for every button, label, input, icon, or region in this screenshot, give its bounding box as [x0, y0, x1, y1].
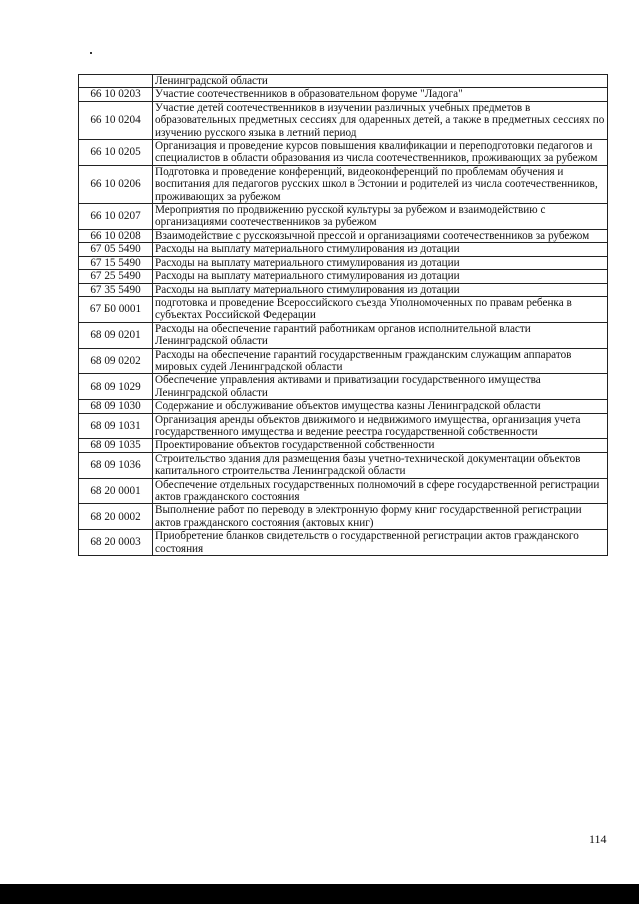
table-row	[79, 229, 608, 242]
description-cell: Организация аренды объектов движимого и недвижимого имущества, организация учета государственного имущества и ведение реестра государственной собственности	[153, 413, 608, 439]
table-row	[79, 204, 608, 230]
description-cell: Содержание и обслуживание объектов имущества казны Ленинградской области	[153, 400, 608, 413]
description-cell: Организация и проведение курсов повышения квалификации и переподготовки педагогов и специалистов в области образования из числа соотечественников, проживающих за рубежом	[153, 140, 608, 166]
description-cell: Расходы на выплату материального стимулирования из дотации	[153, 283, 608, 296]
code-cell: 67 Б0 0001	[79, 296, 153, 322]
table-row	[79, 322, 608, 348]
table-row	[79, 296, 608, 322]
table-row	[79, 530, 608, 556]
scan-edge-bar	[0, 884, 639, 904]
description-cell: Расходы на обеспечение гарантий государственным гражданским служащим аппаратов мировых судей Ленинградской области	[153, 348, 608, 374]
code-cell: 68 09 1030	[79, 400, 153, 413]
table-row	[79, 348, 608, 374]
description-cell: Выполнение работ по переводу в электронную форму книг государственной регистрации актов гражданского состояния (актовых книг)	[153, 504, 608, 530]
code-cell: 66 10 0206	[79, 165, 153, 203]
code-cell: 68 20 0001	[79, 478, 153, 504]
description-cell: подготовка и проведение Всероссийского съезда Уполномоченных по правам ребенка в субъектах Российской Федерации	[153, 296, 608, 322]
table-row	[79, 88, 608, 101]
code-cell: 68 20 0002	[79, 504, 153, 530]
code-cell: 68 09 1029	[79, 374, 153, 400]
code-cell: 66 10 0204	[79, 101, 153, 139]
description-cell: Обеспечение управления активами и приватизации государственного имущества Ленинградской области	[153, 374, 608, 400]
code-cell: 66 10 0207	[79, 204, 153, 230]
description-cell: Приобретение бланков свидетельств о государственной регистрации актов гражданского состояния	[153, 530, 608, 556]
table-row	[79, 75, 608, 88]
description-cell: Расходы на выплату материального стимулирования из дотации	[153, 256, 608, 269]
table-row	[79, 400, 608, 413]
code-cell: 66 10 0208	[79, 229, 153, 242]
scan-speck	[90, 52, 92, 54]
description-cell: Расходы на обеспечение гарантий работникам органов исполнительной власти Ленинградской области	[153, 322, 608, 348]
code-cell	[79, 75, 153, 88]
budget-code-table	[78, 74, 608, 556]
description-cell: Строительство здания для размещения базы учетно-технической документации объектов капитального строительства Ленинградской области	[153, 452, 608, 478]
code-cell: 68 09 1035	[79, 439, 153, 452]
code-cell: 68 20 0003	[79, 530, 153, 556]
table-row	[79, 270, 608, 283]
table-row	[79, 413, 608, 439]
code-cell: 68 09 0201	[79, 322, 153, 348]
table-row	[79, 439, 608, 452]
code-cell: 68 09 0202	[79, 348, 153, 374]
code-cell: 67 25 5490	[79, 270, 153, 283]
table-row	[79, 478, 608, 504]
table-row	[79, 374, 608, 400]
table-row	[79, 140, 608, 166]
table-row	[79, 504, 608, 530]
code-cell: 66 10 0203	[79, 88, 153, 101]
description-cell: Взаимодействие с русскоязычной прессой и организациями соотечественников за рубежом	[153, 229, 608, 242]
code-cell: 68 09 1031	[79, 413, 153, 439]
description-cell: Расходы на выплату материального стимулирования из дотации	[153, 243, 608, 256]
code-cell: 66 10 0205	[79, 140, 153, 166]
table-row	[79, 243, 608, 256]
code-cell: 67 05 5490	[79, 243, 153, 256]
description-cell: Подготовка и проведение конференций, видеоконференций по проблемам обучения и воспитания для педагогов русских школ в Эстонии и родителей из числа соотечественников, проживающих за рубежом	[153, 165, 608, 203]
description-cell: Проектирование объектов государственной собственности	[153, 439, 608, 452]
code-cell: 67 35 5490	[79, 283, 153, 296]
table-row	[79, 101, 608, 139]
page-number: 114	[589, 832, 607, 846]
code-cell: 68 09 1036	[79, 452, 153, 478]
table-row	[79, 283, 608, 296]
description-cell: Участие соотечественников в образовательном форуме "Ладога"	[153, 88, 608, 101]
description-cell: Расходы на выплату материального стимулирования из дотации	[153, 270, 608, 283]
description-cell: Участие детей соотечественников в изучении различных учебных предметов в образовательных предметных сессиях для одаренных детей, а также в предметных сессиях по изучению русского языка в летний период	[153, 101, 608, 139]
description-cell: Мероприятия по продвижению русской культуры за рубежом и взаимодействию с организациями соотечественников за рубежом	[153, 204, 608, 230]
table-row	[79, 165, 608, 203]
code-cell: 67 15 5490	[79, 256, 153, 269]
table-row	[79, 256, 608, 269]
table-row	[79, 452, 608, 478]
description-cell: Обеспечение отдельных государственных полномочий в сфере государственной регистрации актов гражданского состояния	[153, 478, 608, 504]
description-cell: Ленинградской области	[153, 75, 608, 88]
